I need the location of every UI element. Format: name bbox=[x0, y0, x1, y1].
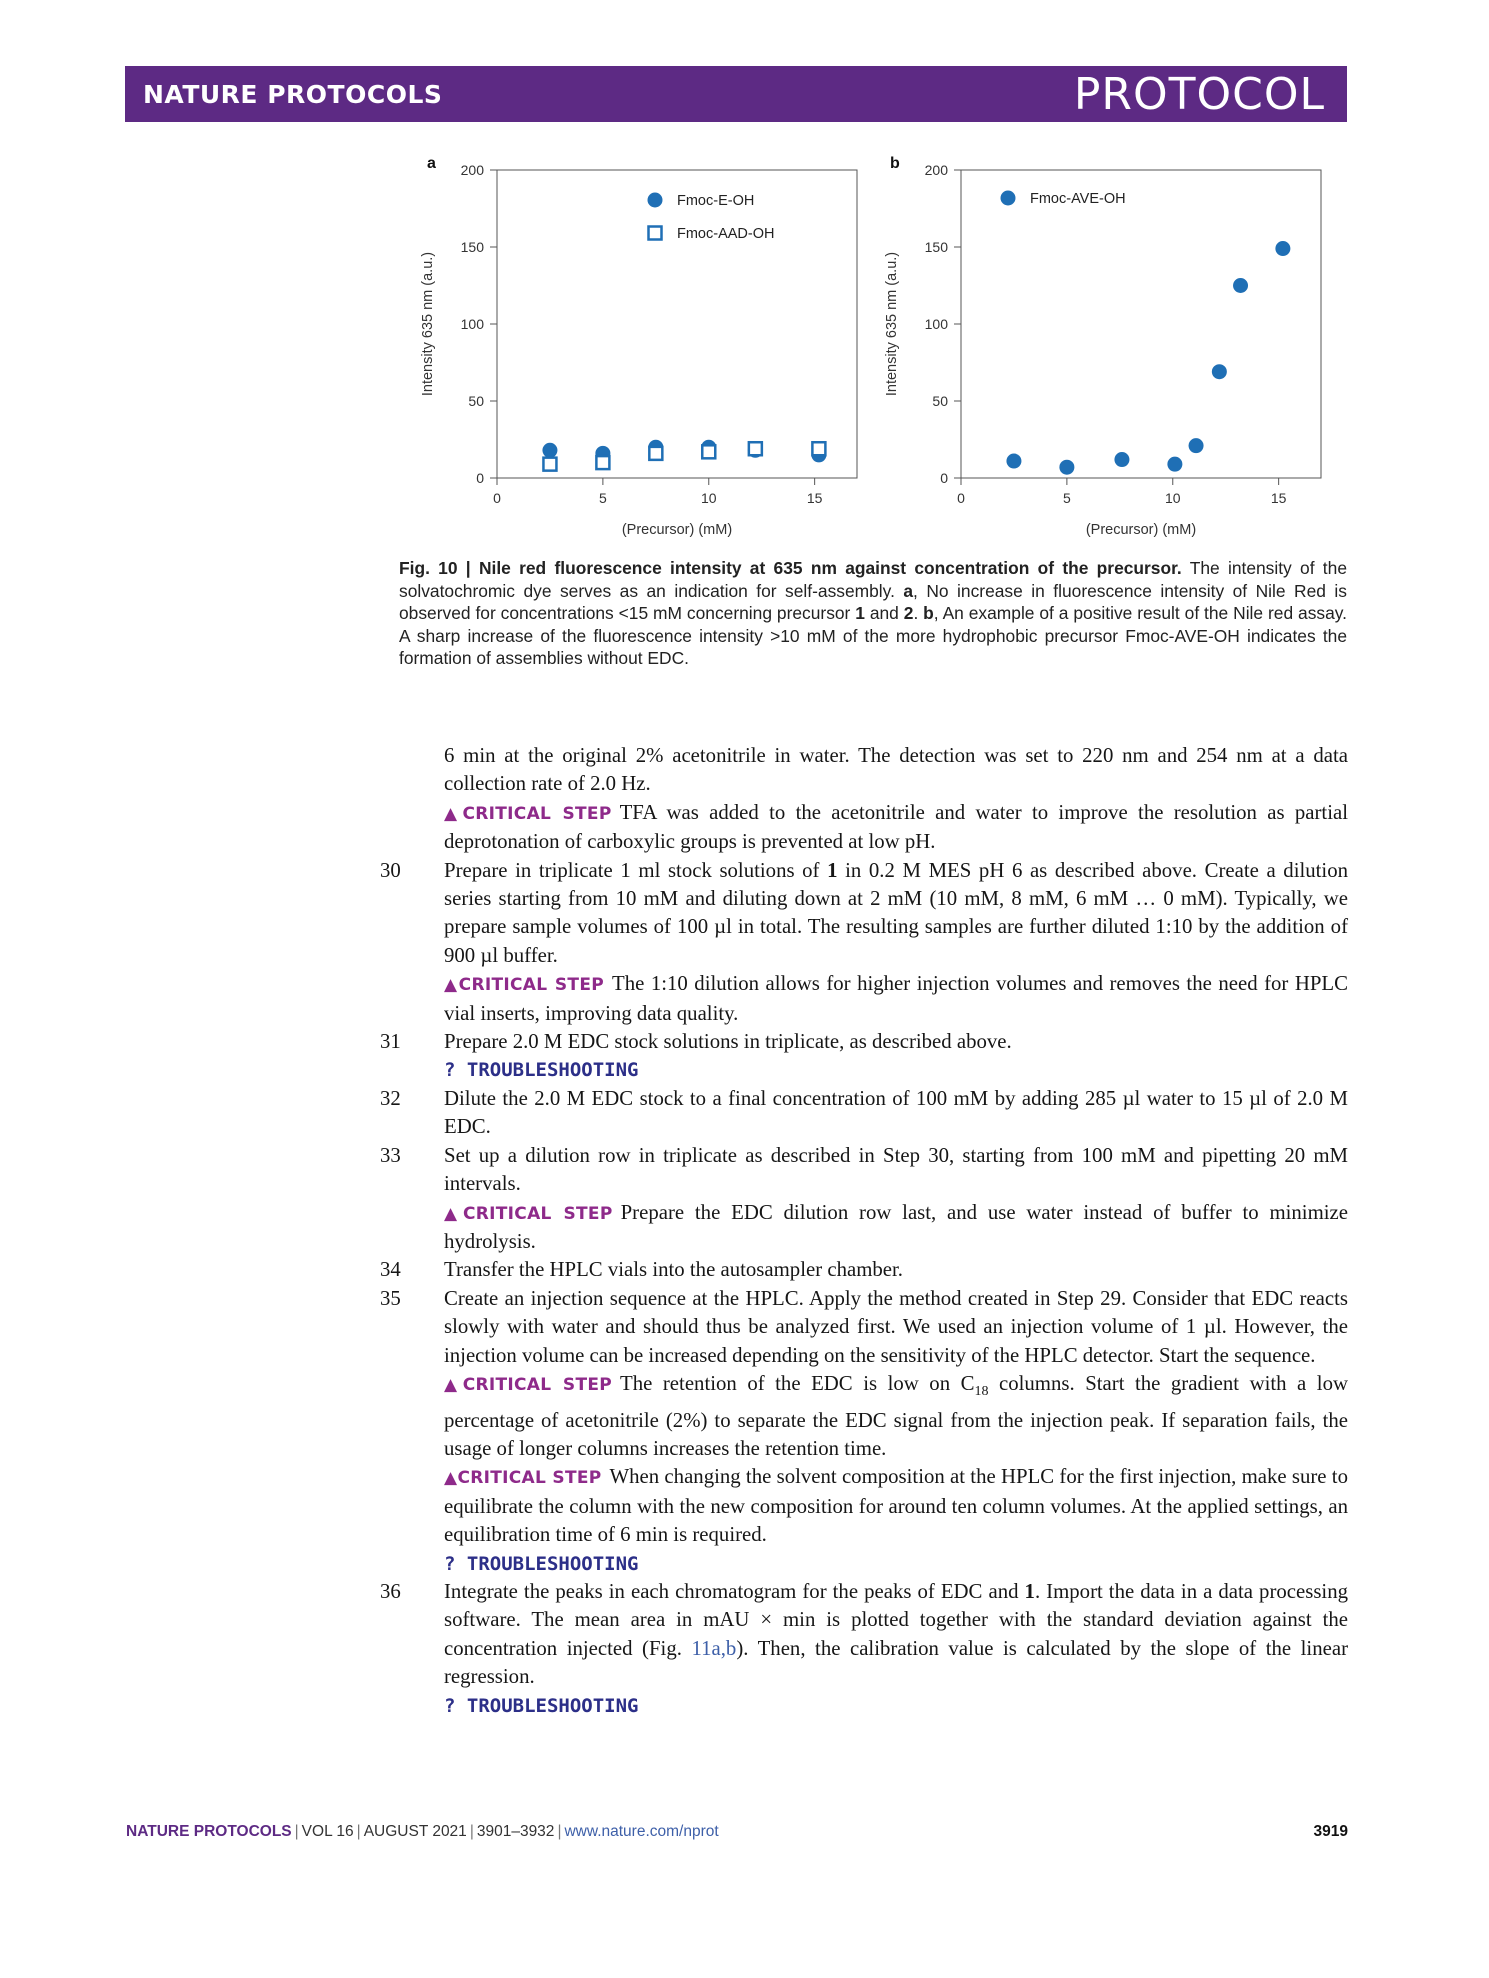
panel-a-legend-label-fmoc-aad-oh: Fmoc-AAD-OH bbox=[677, 226, 775, 242]
troubleshooting-link[interactable]: ? TROUBLESHOOTING bbox=[444, 1059, 639, 1082]
panel-b-data-point-fmoc-ave-oh bbox=[1189, 438, 1204, 453]
troubleshooting-link[interactable]: ? TROUBLESHOOTING bbox=[444, 1694, 639, 1717]
article-type: PROTOCOL bbox=[1073, 69, 1325, 120]
step-text: Prepare in triplicate 1 ml stock solutions of bbox=[444, 858, 828, 882]
critical-step-text: TFA was added to the acetonitrile and water to improve the resolution as partial deprotonation of carboxylic groups is prevented at low pH. bbox=[444, 800, 1348, 854]
critical-step-text: When changing the solvent composition at the HPLC for the first injection, make sure to equilibrate the column with the new composition for around ten column volumes. At the applied settings, an equilibration time of 6 min is required. bbox=[444, 1465, 1348, 1547]
panel-a-x-tick-label: 5 bbox=[598, 490, 607, 506]
step-text: Prepare 2.0 M EDC stock solutions in triplicate, as described above. bbox=[444, 1030, 1012, 1054]
body-text bbox=[380, 742, 1348, 1720]
critical-step-text: columns. Start the gradient with a low percentage of acetonitrile (2%) to separate the EDC signal from the injection peak. If separation fails, the usage of longer columns increases the retention time. bbox=[444, 1371, 1349, 1460]
panel-b-data-point-fmoc-ave-oh bbox=[1059, 460, 1074, 475]
step-35 bbox=[380, 1285, 1348, 1370]
panel-b-legend-label-fmoc-ave-oh: Fmoc-AVE-OH bbox=[1030, 191, 1126, 207]
footer-volume: VOL 16 bbox=[301, 1823, 354, 1840]
step-text: Dilute the 2.0 M EDC stock to a final concentration of 100 mM by adding 285 µl water to 15 µl of 2.0 M EDC. bbox=[444, 1086, 1348, 1139]
panel-a-data-point-fmoc-aad-oh bbox=[649, 447, 662, 460]
panel-a-legend-marker-fmoc-e-oh bbox=[648, 193, 663, 208]
critical-step-label: ▲CRITICAL STEP bbox=[444, 975, 604, 996]
step-text: ). Then, the calibration value is calculated by the slope of the linear regression. bbox=[444, 1636, 1348, 1689]
panel-a-y-tick-label: 200 bbox=[460, 162, 484, 178]
critical-step-label: ▲CRITICAL STEP bbox=[444, 1468, 602, 1489]
step-number: 36 bbox=[380, 1579, 401, 1603]
step-number: 31 bbox=[380, 1030, 401, 1054]
step-number: 34 bbox=[380, 1258, 401, 1282]
panel-b-data-point-fmoc-ave-oh bbox=[1114, 452, 1129, 467]
step-33 bbox=[380, 1142, 1348, 1199]
panel-b-y-tick-label: 100 bbox=[924, 316, 948, 332]
step-text: Set up a dilution row in triplicate as described in Step 30, starting from 100 mM and pipetting 20 mM intervals. bbox=[444, 1143, 1348, 1196]
footer-date: AUGUST 2021 bbox=[363, 1823, 467, 1840]
caption-title: Fig. 10 | Nile red fluorescence intensity at 635 nm against concentration of the precursor. bbox=[399, 558, 1182, 578]
step-30 bbox=[380, 857, 1348, 971]
panel-a-y-tick-label: 0 bbox=[476, 470, 484, 486]
panel-b-y-tick-label: 0 bbox=[940, 470, 948, 486]
panel-a-x-tick-label: 15 bbox=[806, 490, 823, 506]
panel-b-x-axis-label: (Precursor) (mM) bbox=[1085, 522, 1197, 538]
step-number: 35 bbox=[380, 1286, 401, 1310]
caption-precursor-1: 1 bbox=[855, 603, 865, 624]
critical-step bbox=[380, 970, 1348, 1028]
journal-name: NATURE PROTOCOLS bbox=[143, 80, 443, 109]
panel-a-data-point-fmoc-aad-oh bbox=[543, 458, 556, 471]
panel-b-x-tick-label: 5 bbox=[1062, 490, 1071, 506]
panel-a-y-tick-label: 50 bbox=[468, 393, 484, 409]
page-number: 3919 bbox=[1313, 1823, 1348, 1840]
caption-panel-b: b bbox=[923, 603, 934, 624]
step-31 bbox=[380, 1028, 1348, 1056]
critical-step-label: ▲CRITICAL STEP bbox=[444, 1203, 613, 1224]
critical-step bbox=[380, 799, 1348, 857]
panel-b-data-point-fmoc-ave-oh bbox=[1233, 278, 1248, 293]
panel-b-data-point-fmoc-ave-oh bbox=[1006, 454, 1021, 469]
footer-url[interactable]: www.nature.com/nprot bbox=[564, 1823, 719, 1840]
caption-text-3: , An example of a positive result of the Nile red assay. A sharp increase of the fluorescence intensity >10 mM of the more hydrophobic precursor Fmoc-AVE-OH indicates the formation of assemblies without EDC. bbox=[399, 603, 1347, 669]
panel-a-x-tick-label: 0 bbox=[493, 490, 501, 506]
panel-a-y-tick-label: 100 bbox=[460, 316, 484, 332]
panel-b-y-tick-label: 200 bbox=[924, 162, 948, 178]
step-36 bbox=[380, 1578, 1348, 1692]
critical-step bbox=[380, 1370, 1348, 1463]
critical-step-text: The 1:10 dilution allows for higher injection volumes and removes the need for HPLC vial inserts, improving data quality. bbox=[444, 972, 1349, 1025]
subscript: 18 bbox=[974, 1384, 989, 1400]
panel-a-plot-frame bbox=[497, 170, 857, 478]
footer-pages: 3901–3932 bbox=[476, 1823, 555, 1840]
panel-a-y-axis-label: Intensity 635 nm (a.u.) bbox=[420, 251, 436, 397]
panel-b-label: b bbox=[890, 155, 900, 172]
panel-a-data-point-fmoc-aad-oh bbox=[749, 442, 762, 455]
caption-precursor-2: 2 bbox=[903, 603, 914, 624]
caption-and: and bbox=[864, 603, 904, 624]
panel-b-data-point-fmoc-ave-oh bbox=[1275, 241, 1290, 256]
step-text: in 0.2 M MES pH 6 as described above. Create a dilution series starting from 10 mM and diluting down at 2 mM (10 mM, 8 mM, 6 mM … 0 mM). Typically, we prepare sample volumes of 100 µl in total. The resulting samples are further diluted 1:10 by the addition of 900 µl buffer. bbox=[444, 858, 1349, 967]
critical-step-text: Prepare the EDC dilution row last, and use water instead of buffer to minimize hydrolysis. bbox=[444, 1200, 1348, 1253]
compound-ref: 1 bbox=[827, 858, 838, 882]
intro-paragraph: 6 min at the original 2% acetonitrile in water. The detection was set to 220 nm and 254 nm at a data collection rate of 2.0 Hz. bbox=[444, 744, 1348, 796]
critical-step-text: The retention of the EDC is low on C bbox=[620, 1371, 975, 1395]
panel-b-data-point-fmoc-ave-oh bbox=[1167, 457, 1182, 472]
step-number: 32 bbox=[380, 1086, 401, 1110]
step-text: . Import the data in a data processing software. The mean area in mAU × min is plotted together with the standard deviation against the concentration injected (Fig. bbox=[444, 1579, 1348, 1660]
panel-a-legend-marker-fmoc-aad-oh bbox=[649, 227, 662, 240]
panel-b-plot-frame bbox=[961, 170, 1321, 478]
panel-a-y-tick-label: 150 bbox=[460, 239, 484, 255]
step-number: 33 bbox=[380, 1143, 401, 1167]
footer-journal: NATURE PROTOCOLS bbox=[126, 1823, 292, 1840]
step-text: Create an injection sequence at the HPLC. Apply the method created in Step 29. Consider that EDC reacts slowly with water and should thus be analyzed first. We used an injection volume of 1 µl. However, the injection volume can be increased depending on the sensitivity of the HPLC detector. Start the sequence. bbox=[444, 1286, 1348, 1367]
step-text: Transfer the HPLC vials into the autosampler chamber. bbox=[444, 1258, 903, 1282]
panel-b-x-tick-label: 15 bbox=[1270, 490, 1287, 506]
panel-a-x-tick-label: 10 bbox=[700, 490, 717, 506]
panel-b-x-tick-label: 10 bbox=[1164, 490, 1181, 506]
panel-b-x-tick-label: 0 bbox=[957, 490, 965, 506]
compound-ref: 1 bbox=[1024, 1579, 1035, 1603]
page-footer: NATURE PROTOCOLS | VOL 16 | AUGUST 2021 | 3901–3932 | www.nature.com/nprot 3919 bbox=[126, 1823, 1348, 1840]
panel-b-y-axis-label: Intensity 635 nm (a.u.) bbox=[884, 251, 900, 397]
figure-reference-link[interactable]: 11a,b bbox=[691, 1636, 737, 1660]
panel-a-data-point-fmoc-e-oh bbox=[542, 443, 557, 458]
caption-panel-a: a bbox=[903, 580, 914, 601]
panel-a-data-point-fmoc-aad-oh bbox=[812, 442, 825, 455]
caption-text-2: , No increase in fluorescence intensity of Nile Red is observed for concentrations <15 mM concerning precursor bbox=[399, 580, 1347, 624]
critical-step bbox=[380, 1199, 1348, 1257]
panel-b-data-point-fmoc-ave-oh bbox=[1212, 364, 1227, 379]
panel-b-y-tick-label: 150 bbox=[924, 239, 948, 255]
panel-a-x-axis-label: (Precursor) (mM) bbox=[621, 522, 733, 538]
critical-step-label: ▲CRITICAL STEP bbox=[444, 1374, 613, 1395]
panel-a-data-point-fmoc-aad-oh bbox=[702, 445, 715, 458]
panel-a-data-point-fmoc-aad-oh bbox=[596, 456, 609, 469]
panel-b-y-tick-label: 50 bbox=[932, 393, 948, 409]
step-34 bbox=[380, 1256, 1348, 1284]
step-text: Integrate the peaks in each chromatogram for the peaks of EDC and bbox=[444, 1579, 1025, 1603]
panel-a-legend-label-fmoc-e-oh: Fmoc-E-OH bbox=[677, 193, 755, 209]
caption-text-1: The intensity of the solvatochromic dye serves as an indication for self-assembly. bbox=[399, 558, 1347, 601]
critical-step bbox=[380, 1463, 1348, 1549]
panel-b-legend-marker-fmoc-ave-oh bbox=[1001, 191, 1016, 206]
figure-caption bbox=[399, 557, 1347, 670]
step-32 bbox=[380, 1085, 1348, 1142]
caption-dot: . bbox=[913, 603, 924, 624]
critical-step-label: ▲CRITICAL STEP bbox=[444, 803, 612, 824]
troubleshooting-link[interactable]: ? TROUBLESHOOTING bbox=[444, 1552, 639, 1575]
step-number: 30 bbox=[380, 858, 401, 882]
panel-a-label: a bbox=[427, 155, 436, 172]
